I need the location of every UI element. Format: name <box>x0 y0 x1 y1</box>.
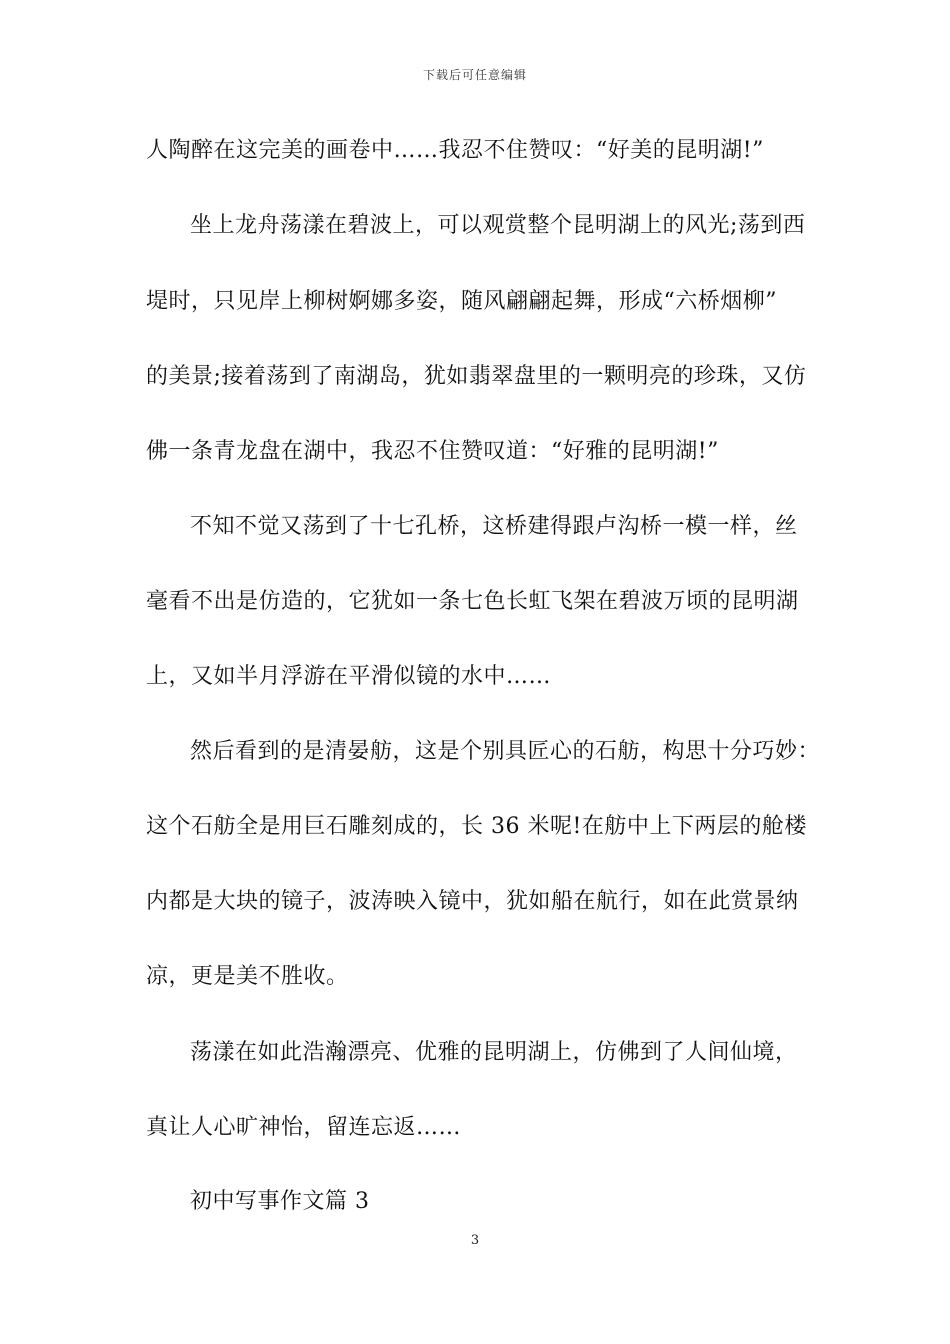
text-line: 堤时，只见岸上柳树婀娜多姿，随风翩翩起舞，形成“六桥烟柳” <box>146 289 777 314</box>
page-header: 下载后可任意编辑 <box>422 68 527 82</box>
text-line: 坐上龙舟荡漾在碧波上，可以观赏整个昆明湖上的风光;荡到西 <box>190 213 806 238</box>
text-line: 凉，更是美不胜收。 <box>146 964 349 989</box>
text-line: 毫看不出是仿造的，它犹如一条七色长虹飞架在碧波万顷的昆明湖 <box>146 589 799 614</box>
text-line: 这个石舫全是用巨石雕刻成的，长 36 米呢!在舫中上下两层的舱楼 <box>146 814 807 839</box>
text-line: 的美景;接着荡到了南湖岛，犹如翡翠盘里的一颗明亮的珍珠，又仿 <box>146 364 807 389</box>
text-line: 佛一条青龙盘在湖中，我忍不住赞叹道：“好雅的昆明湖!” <box>146 439 719 464</box>
text-line: 荡漾在如此浩瀚漂亮、优雅的昆明湖上，仿佛到了人间仙境， <box>190 1040 798 1065</box>
text-line: 内都是大块的镜子，波涛映入镜中，犹如船在航行，如在此赏景纳 <box>146 889 799 914</box>
section-heading: 初中写事作文篇 3 <box>190 1189 370 1214</box>
page-number: 3 <box>470 1233 480 1248</box>
text-line: 不知不觉又荡到了十七孔桥，这桥建得跟卢沟桥一模一样，丝 <box>190 514 798 539</box>
text-line: 真让人心旷神怡，留连忘返…… <box>146 1115 462 1140</box>
text-line: 然后看到的是清晏舫，这是个别具匠心的石舫，构思十分巧妙： <box>190 739 821 764</box>
text-line: 上，又如半月浮游在平滑似镜的水中…… <box>146 664 552 689</box>
text-line: 人陶醉在这完美的画卷中……我忍不住赞叹：“好美的昆明湖!” <box>146 138 764 163</box>
